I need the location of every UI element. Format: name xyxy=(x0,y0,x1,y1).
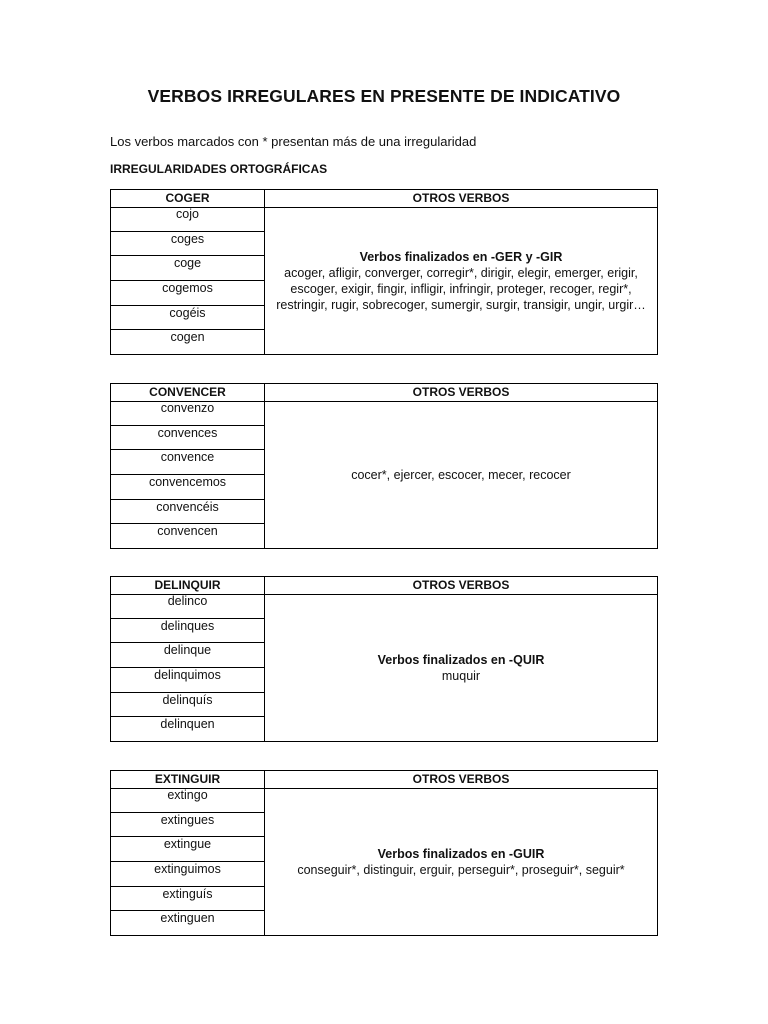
conjugation-column xyxy=(111,788,265,935)
others-header: OTROS VERBOS xyxy=(412,191,510,205)
section-heading: IRREGULARIDADES ORTOGRÁFICAS xyxy=(110,162,328,176)
other-verbs-list: acoger, afligir, converger, corregir*, dirigir, elegir, emerger, erigir, escoger, exigir, fingir, infligir, infringir, proteger, recoger, regir*, restringir, rugir, sobrecoger, sumergir, surgir, transigir, ungir, urgir… xyxy=(276,265,646,312)
table-header xyxy=(111,771,657,789)
conjugation-form: delinquimos xyxy=(111,668,264,693)
conjugation-form: extinguís xyxy=(111,887,264,912)
verb-header: CONVENCER xyxy=(111,384,265,401)
table-header xyxy=(111,384,657,402)
conjugation-form: extinguen xyxy=(160,911,215,926)
conjugation-form: delinquís xyxy=(111,693,264,718)
other-verbs-heading: Verbos finalizados en -GUIR xyxy=(377,846,545,861)
verb-table-delinquir xyxy=(110,576,658,742)
conjugation-form: convencen xyxy=(157,524,218,539)
conjugation-form: convencéis xyxy=(111,500,264,525)
others-header: OTROS VERBOS xyxy=(412,578,510,592)
verb-header: COGER xyxy=(111,190,265,207)
conjugation-form: convenzo xyxy=(111,401,264,426)
page-title: VERBOS IRREGULARES EN PRESENTE DE INDICATIVO xyxy=(147,86,621,106)
conjugation-column xyxy=(111,594,265,741)
conjugation-form: delinco xyxy=(111,594,264,619)
others-header: OTROS VERBOS xyxy=(412,385,510,399)
conjugation-form: cogen xyxy=(170,330,205,345)
intro-note: Los verbos marcados con * presentan más de una irregularidad xyxy=(110,134,477,149)
verb-table-convencer xyxy=(110,383,658,549)
other-verbs-list: cocer*, ejercer, escocer, mecer, recocer xyxy=(351,467,571,482)
conjugation-form: delinquen xyxy=(160,717,215,732)
conjugation-form: delinque xyxy=(111,643,264,668)
table-header xyxy=(111,577,657,595)
other-verbs-list: muquir xyxy=(441,668,481,683)
conjugation-form: cogemos xyxy=(111,281,264,306)
conjugation-form: extingues xyxy=(111,813,264,838)
conjugation-column xyxy=(111,207,265,354)
conjugation-form: convencemos xyxy=(111,475,264,500)
other-verbs-list: conseguir*, distinguir, erguir, perseguir*, proseguir*, seguir* xyxy=(297,862,625,877)
verb-table-extinguir xyxy=(110,770,658,936)
conjugation-form: extingue xyxy=(111,837,264,862)
conjugation-form: extinguimos xyxy=(111,862,264,887)
other-verbs-cell xyxy=(265,207,657,354)
conjugation-form: coge xyxy=(111,256,264,281)
conjugation-form: coges xyxy=(111,232,264,257)
conjugation-form: delinques xyxy=(111,619,264,644)
other-verbs-heading: Verbos finalizados en -QUIR xyxy=(377,652,545,667)
others-header: OTROS VERBOS xyxy=(412,772,510,786)
conjugation-form: convence xyxy=(111,450,264,475)
other-verbs-heading: Verbos finalizados en -GER y -GIR xyxy=(359,249,563,264)
conjugation-column xyxy=(111,401,265,548)
conjugation-form: cojo xyxy=(111,207,264,232)
other-verbs-cell xyxy=(265,788,657,935)
other-verbs-cell xyxy=(265,594,657,741)
verb-header: EXTINGUIR xyxy=(111,771,265,788)
conjugation-form: extingo xyxy=(111,788,264,813)
verb-header: DELINQUIR xyxy=(111,577,265,594)
conjugation-form: cogéis xyxy=(111,306,264,331)
table-header xyxy=(111,190,657,208)
verb-table-coger xyxy=(110,189,658,355)
other-verbs-cell xyxy=(265,401,657,548)
conjugation-form: convences xyxy=(111,426,264,451)
